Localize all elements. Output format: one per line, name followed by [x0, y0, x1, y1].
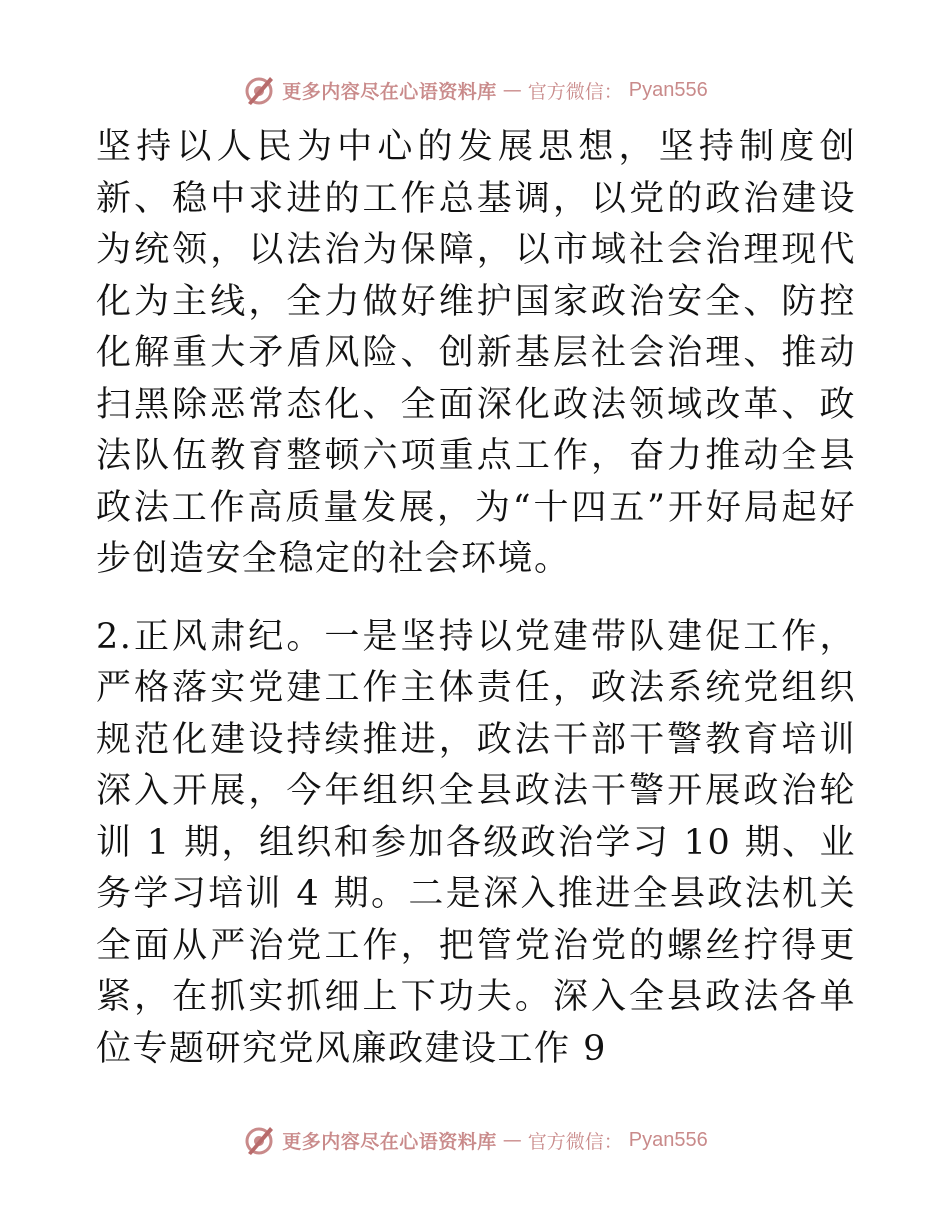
watermark-separator: — — [502, 79, 522, 101]
watermark-brand: 更多内容尽在心语资料库 — [282, 80, 497, 103]
quill-circle-logo-icon — [242, 1123, 276, 1157]
watermark-wechat-id: Pyan556 — [628, 1128, 708, 1151]
paragraph-2: 2.正风肃纪。一是坚持以党建带队建促工作，严格落实党建工作主体责任，政法系统党组织规范化建设持续推进，政法干部干警教育培训深入开展，今年组织全县政法干警开展政治轮训 1 期，组织和参加各级政治学习 10 期、业务学习培训 4 期。二是深入推进全县政法机关全面从严治党工作，把管党治党的螺丝拧得更紧，在抓实抓细上下功夫。深入全县政法各单位专题研究党风廉政建设工作 9 — [96, 616, 856, 1069]
header-watermark — [0, 70, 950, 110]
quill-circle-logo-icon — [242, 73, 276, 107]
watermark-wechat-label: 官方微信： — [527, 80, 623, 103]
watermark-separator: — — [502, 1129, 522, 1151]
watermark-brand: 更多内容尽在心语资料库 — [282, 1130, 497, 1153]
footer-watermark — [0, 1120, 950, 1160]
watermark-wechat-label: 官方微信： — [527, 1130, 623, 1153]
paragraph-1: 坚持以人民为中心的发展思想，坚持制度创新、稳中求进的工作总基调，以党的政治建设为统领，以法治为保障，以市域社会治理现代化为主线，全力做好维护国家政治安全、防控化解重大矛盾风险、创新基层社会治理、推动扫黑除恶常态化、全面深化政法领域改革、政法队伍教育整顿六项重点工作，奋力推动全县政法工作高质量发展，为“十四五”开好局起好步创造安全稳定的社会环境。 — [96, 127, 856, 579]
document-body — [96, 122, 856, 1075]
watermark-wechat-id: Pyan556 — [628, 78, 708, 101]
